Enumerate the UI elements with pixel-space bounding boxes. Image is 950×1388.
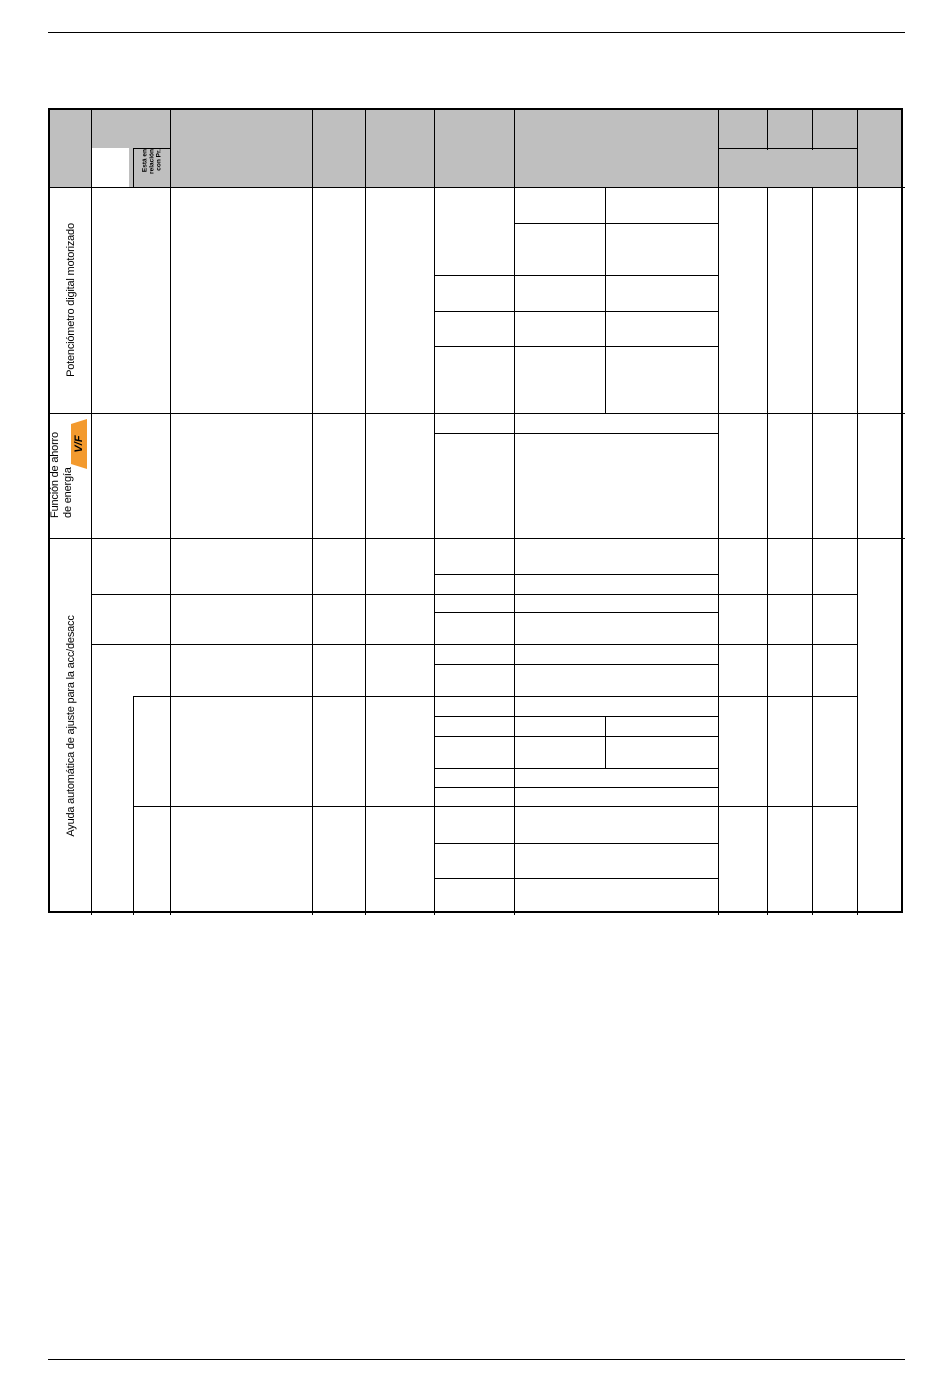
- group-title-potentiometer: Potenciómetro digital motorizado: [65, 223, 77, 377]
- col-line: [434, 110, 435, 915]
- row-line: [133, 806, 858, 807]
- row-line: [50, 187, 905, 188]
- row-line: [434, 664, 719, 665]
- related-header-cell: [91, 148, 129, 187]
- col-line: [605, 188, 606, 414]
- group-title-line1: Función de ahorro: [49, 432, 61, 518]
- col-line: [767, 110, 768, 150]
- row-line: [514, 223, 719, 224]
- row-line: [91, 644, 858, 645]
- col-line: [312, 110, 313, 915]
- col-line: [605, 717, 606, 768]
- row-line: [434, 275, 719, 276]
- col-line: [170, 110, 171, 915]
- row-line: [434, 612, 719, 613]
- col-line: [133, 148, 134, 188]
- row-line: [91, 594, 858, 595]
- col-line: [812, 110, 813, 150]
- col-line: [365, 110, 366, 915]
- row-line: [133, 696, 858, 697]
- col-line: [718, 110, 719, 915]
- col-line: [514, 110, 515, 915]
- top-rule: [48, 32, 905, 33]
- row-line: [434, 433, 719, 434]
- row-line: [434, 736, 719, 737]
- row-line: [434, 716, 719, 717]
- bottom-rule: [48, 1359, 905, 1360]
- row-line: [434, 768, 719, 769]
- row-line: [434, 878, 719, 879]
- row-line: [434, 787, 719, 788]
- row-line: [434, 574, 719, 575]
- group-title-accel-tuning: Ayuda automática de ajuste para la acc/desacc: [65, 615, 77, 837]
- row-line: [434, 346, 719, 347]
- row-line: [718, 148, 857, 149]
- related-header-label: Está en relación con Pr.: [141, 149, 163, 174]
- table-header: [50, 110, 901, 188]
- group-title-line2: de energía: [62, 467, 74, 518]
- row-line: [50, 413, 905, 414]
- svg-text:V/F: V/F: [72, 435, 85, 453]
- parameter-table: [48, 108, 903, 913]
- col-line: [91, 110, 92, 915]
- vf-logo-icon: [71, 419, 87, 469]
- col-line: [857, 110, 858, 915]
- row-line: [434, 311, 719, 312]
- row-line: [434, 843, 719, 844]
- row-line: [50, 538, 905, 539]
